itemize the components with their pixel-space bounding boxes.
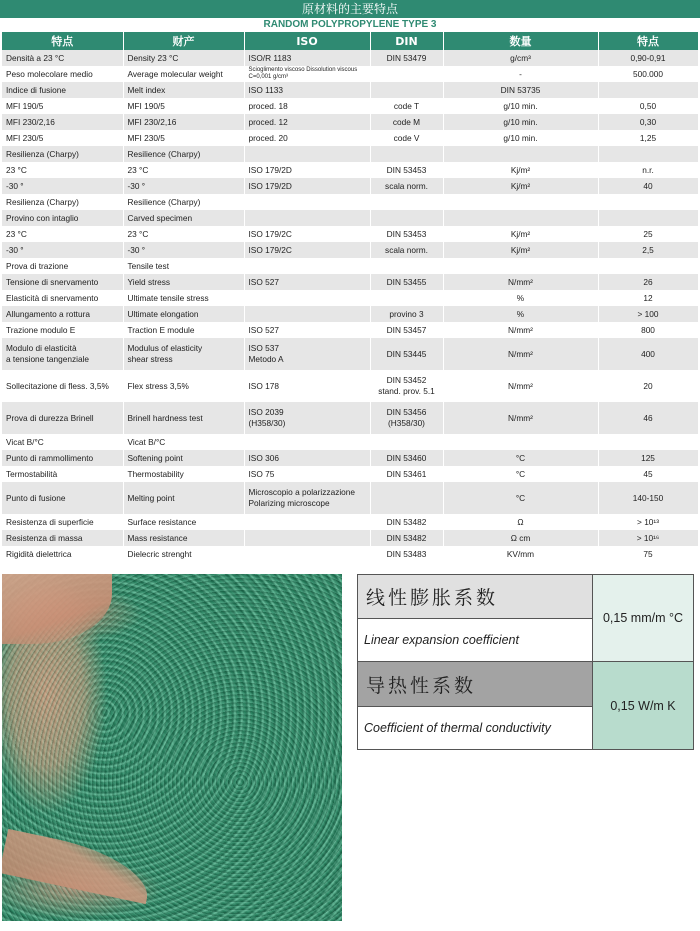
property-it-cell: MFI 230/2,16 <box>2 114 123 130</box>
din-standard-cell <box>370 290 443 306</box>
din-standard-cell: DIN 53482 <box>370 514 443 530</box>
property-it-cell: Peso molecolare medio <box>2 66 123 82</box>
unit-cell: °C <box>443 466 598 482</box>
value-cell <box>598 82 698 98</box>
column-header: 特点 <box>598 32 698 50</box>
table-row <box>2 50 698 66</box>
iso-standard-cell <box>244 306 370 322</box>
din-standard-cell: DIN 53461 <box>370 466 443 482</box>
property-en-cell: Tensile test <box>123 258 244 274</box>
property-en-cell: Dielecric strenght <box>123 546 244 562</box>
value-cell: 140-150 <box>598 482 698 514</box>
property-en-cell: Carved specimen <box>123 210 244 226</box>
column-header: 数量 <box>443 32 598 50</box>
table-row <box>2 274 698 290</box>
unit-cell <box>443 194 598 210</box>
table-row <box>2 146 698 162</box>
unit-cell <box>443 258 598 274</box>
iso-standard-cell <box>244 194 370 210</box>
property-it-cell: -30 ° <box>2 242 123 258</box>
iso-standard-cell <box>244 210 370 226</box>
value-cell <box>598 210 698 226</box>
property-en-cell: -30 ° <box>123 242 244 258</box>
property-en-cell: Melt index <box>123 82 244 98</box>
din-standard-cell: DIN 53483 <box>370 546 443 562</box>
value-cell: 500.000 <box>598 66 698 82</box>
property-it-cell: Resilienza (Charpy) <box>2 194 123 210</box>
property-it-cell: -30 ° <box>2 178 123 194</box>
linear-expansion-zh: 线性膨胀系数 <box>357 574 593 619</box>
property-it-cell: Vicat B/°C <box>2 434 123 450</box>
property-en-cell: Mass resistance <box>123 530 244 546</box>
property-it-cell: 23 °C <box>2 162 123 178</box>
iso-standard-cell: Microscopio a polarizzazione Polarizing microscope <box>244 482 370 514</box>
property-en-cell: Modulus of elasticity shear stress <box>123 338 244 370</box>
unit-cell: °C <box>443 482 598 514</box>
property-en-cell: Average molecular weight <box>123 66 244 82</box>
table-row <box>2 290 698 306</box>
value-cell: > 100 <box>598 306 698 322</box>
unit-cell: N/mm² <box>443 322 598 338</box>
table-row <box>2 98 698 114</box>
value-cell: 0,50 <box>598 98 698 114</box>
value-cell: 0,30 <box>598 114 698 130</box>
din-standard-cell: DIN 53479 <box>370 50 443 66</box>
thermal-conductivity-zh: 导热性系数 <box>357 662 593 707</box>
property-en-cell: Vicat B/°C <box>123 434 244 450</box>
iso-standard-cell: ISO 306 <box>244 450 370 466</box>
din-standard-cell <box>370 258 443 274</box>
table-row <box>2 450 698 466</box>
property-it-cell: Provino con intaglio <box>2 210 123 226</box>
property-en-cell: 23 °C <box>123 162 244 178</box>
iso-standard-cell <box>244 530 370 546</box>
property-it-cell: Prova di trazione <box>2 258 123 274</box>
value-cell: 46 <box>598 402 698 434</box>
page-subtitle: RANDOM POLYPROPYLENE TYPE 3 <box>263 19 437 30</box>
unit-cell: N/mm² <box>443 274 598 290</box>
value-cell: > 10¹³ <box>598 514 698 530</box>
property-it-cell: Trazione modulo E <box>2 322 123 338</box>
value-cell: 25 <box>598 226 698 242</box>
property-en-cell: Melting point <box>123 482 244 514</box>
value-cell <box>598 434 698 450</box>
iso-standard-cell: ISO/R 1183 <box>244 50 370 66</box>
value-cell: 0,90-0,91 <box>598 50 698 66</box>
linear-expansion-en: Linear expansion coefficient <box>357 619 593 662</box>
din-standard-cell: code T <box>370 98 443 114</box>
din-standard-cell: DIN 53452 stand. prov. 5.1 <box>370 370 443 402</box>
iso-standard-cell: proced. 12 <box>244 114 370 130</box>
unit-cell: g/10 min. <box>443 98 598 114</box>
table-row <box>2 546 698 562</box>
green-granules-photo <box>2 574 342 921</box>
property-en-cell: Resilience (Charpy) <box>123 194 244 210</box>
property-it-cell: Allungamento a rottura <box>2 306 123 322</box>
iso-standard-cell <box>244 434 370 450</box>
value-cell: n.r. <box>598 162 698 178</box>
iso-standard-cell: Scioglimento viscoso Dissolution viscous C=0,001 g/cm³ <box>244 66 370 82</box>
din-standard-cell: DIN 53457 <box>370 322 443 338</box>
unit-cell: Ω <box>443 514 598 530</box>
table-row <box>2 130 698 146</box>
property-en-cell: Ultimate elongation <box>123 306 244 322</box>
unit-cell: Kj/m² <box>443 178 598 194</box>
property-it-cell: Indice di fusione <box>2 82 123 98</box>
unit-cell: g/10 min. <box>443 130 598 146</box>
value-cell <box>598 194 698 210</box>
iso-standard-cell <box>244 146 370 162</box>
value-cell: 2,5 <box>598 242 698 258</box>
property-en-cell: Flex stress 3,5% <box>123 370 244 402</box>
iso-standard-cell: ISO 179/2D <box>244 162 370 178</box>
property-it-cell: Sollecitazione di fless. 3,5% <box>2 370 123 402</box>
unit-cell: g/10 min. <box>443 114 598 130</box>
iso-standard-cell: ISO 527 <box>244 322 370 338</box>
din-standard-cell <box>370 210 443 226</box>
unit-cell: N/mm² <box>443 370 598 402</box>
property-en-cell: Traction E module <box>123 322 244 338</box>
table-row <box>2 322 698 338</box>
din-standard-cell: DIN 53482 <box>370 530 443 546</box>
property-en-cell: Surface resistance <box>123 514 244 530</box>
din-standard-cell: code V <box>370 130 443 146</box>
iso-standard-cell <box>244 514 370 530</box>
property-it-cell: Tensione di snervamento <box>2 274 123 290</box>
din-standard-cell: code M <box>370 114 443 130</box>
unit-cell <box>443 434 598 450</box>
column-header: 财产 <box>123 32 244 50</box>
property-it-cell: Modulo di elasticità a tensione tangenziale <box>2 338 123 370</box>
din-standard-cell: DIN 53453 <box>370 226 443 242</box>
property-en-cell: MFI 230/5 <box>123 130 244 146</box>
table-row <box>2 514 698 530</box>
din-standard-cell: scala norm. <box>370 178 443 194</box>
property-it-cell: MFI 190/5 <box>2 98 123 114</box>
iso-standard-cell: ISO 179/2D <box>244 178 370 194</box>
table-row <box>2 210 698 226</box>
value-cell: 800 <box>598 322 698 338</box>
table-row <box>2 178 698 194</box>
property-it-cell: 23 °C <box>2 226 123 242</box>
table-row <box>2 482 698 514</box>
table-row <box>2 402 698 434</box>
value-cell: 1,25 <box>598 130 698 146</box>
property-en-cell: MFI 190/5 <box>123 98 244 114</box>
table-row <box>2 194 698 210</box>
din-standard-cell: provino 3 <box>370 306 443 322</box>
property-it-cell: Resistenza di superficie <box>2 514 123 530</box>
unit-cell: Kj/m² <box>443 226 598 242</box>
page-title: 原材料的主要特点 <box>301 2 398 16</box>
table-row <box>2 466 698 482</box>
unit-cell: - <box>443 66 598 82</box>
iso-standard-cell: proced. 18 <box>244 98 370 114</box>
table-row <box>2 226 698 242</box>
property-it-cell: Rigidità dielettrica <box>2 546 123 562</box>
value-cell: 12 <box>598 290 698 306</box>
unit-cell: Ω cm <box>443 530 598 546</box>
property-en-cell: 23 °C <box>123 226 244 242</box>
din-standard-cell <box>370 482 443 514</box>
iso-standard-cell: ISO 537 Metodo A <box>244 338 370 370</box>
iso-standard-cell: ISO 178 <box>244 370 370 402</box>
iso-standard-cell <box>244 258 370 274</box>
value-cell: > 10¹⁶ <box>598 530 698 546</box>
value-cell <box>598 258 698 274</box>
iso-standard-cell: proced. 20 <box>244 130 370 146</box>
table-row <box>2 114 698 130</box>
din-standard-cell <box>370 194 443 210</box>
unit-cell <box>443 210 598 226</box>
table-row <box>2 258 698 274</box>
table-header-row <box>2 32 698 50</box>
value-cell: 125 <box>598 450 698 466</box>
column-header: DIN <box>370 32 443 50</box>
table-row <box>2 338 698 370</box>
table-row <box>2 434 698 450</box>
property-it-cell: MFI 230/5 <box>2 130 123 146</box>
din-standard-cell: DIN 53453 <box>370 162 443 178</box>
iso-standard-cell: ISO 75 <box>244 466 370 482</box>
property-it-cell: Termostabilità <box>2 466 123 482</box>
table-row <box>2 162 698 178</box>
din-standard-cell: DIN 53455 <box>370 274 443 290</box>
property-it-cell: Punto di rammollimento <box>2 450 123 466</box>
value-cell <box>598 146 698 162</box>
coefficients-panel <box>357 574 694 750</box>
din-standard-cell <box>370 146 443 162</box>
property-en-cell: Resilience (Charpy) <box>123 146 244 162</box>
unit-cell: % <box>443 290 598 306</box>
value-cell: 20 <box>598 370 698 402</box>
din-standard-cell: scala norm. <box>370 242 443 258</box>
unit-cell: % <box>443 306 598 322</box>
thermal-conductivity-value: 0,15 W/m K <box>593 662 694 750</box>
property-en-cell: Brinell hardness test <box>123 402 244 434</box>
value-cell: 45 <box>598 466 698 482</box>
table-row <box>2 306 698 322</box>
column-header: 特点 <box>2 32 123 50</box>
property-en-cell: Thermostability <box>123 466 244 482</box>
property-it-cell: Densità a 23 °C <box>2 50 123 66</box>
iso-standard-cell: ISO 2039 (H358/30) <box>244 402 370 434</box>
table-row <box>2 530 698 546</box>
linear-expansion-value: 0,15 mm/m °C <box>593 574 694 662</box>
din-standard-cell <box>370 66 443 82</box>
property-en-cell: Yield stress <box>123 274 244 290</box>
property-en-cell: -30 ° <box>123 178 244 194</box>
properties-table <box>2 32 699 562</box>
property-it-cell: Resilienza (Charpy) <box>2 146 123 162</box>
din-standard-cell: DIN 53460 <box>370 450 443 466</box>
property-it-cell: Resistenza di massa <box>2 530 123 546</box>
property-it-cell: Prova di durezza Brinell <box>2 402 123 434</box>
iso-standard-cell: ISO 527 <box>244 274 370 290</box>
iso-standard-cell: ISO 1133 <box>244 82 370 98</box>
din-standard-cell <box>370 434 443 450</box>
unit-cell: °C <box>443 450 598 466</box>
value-cell: 40 <box>598 178 698 194</box>
property-en-cell: MFI 230/2,16 <box>123 114 244 130</box>
property-it-cell: Elasticità di snervamento <box>2 290 123 306</box>
value-cell: 75 <box>598 546 698 562</box>
unit-cell: N/mm² <box>443 402 598 434</box>
table-row <box>2 242 698 258</box>
title-bar <box>0 0 700 18</box>
table-row <box>2 82 698 98</box>
iso-standard-cell <box>244 290 370 306</box>
unit-cell: DIN 53735 <box>443 82 598 98</box>
property-en-cell: Ultimate tensile stress <box>123 290 244 306</box>
table-row <box>2 66 698 82</box>
din-standard-cell <box>370 82 443 98</box>
unit-cell: KV/mm <box>443 546 598 562</box>
unit-cell: g/cm³ <box>443 50 598 66</box>
column-header: ISO <box>244 32 370 50</box>
thermal-conductivity-en: Coefficient of thermal conductivity <box>357 707 593 750</box>
iso-standard-cell <box>244 546 370 562</box>
din-standard-cell: DIN 53456 (H358/30) <box>370 402 443 434</box>
unit-cell <box>443 146 598 162</box>
unit-cell: N/mm² <box>443 338 598 370</box>
unit-cell: Kj/m² <box>443 162 598 178</box>
value-cell: 26 <box>598 274 698 290</box>
table-row <box>2 370 698 402</box>
iso-standard-cell: ISO 179/2C <box>244 226 370 242</box>
din-standard-cell: DIN 53445 <box>370 338 443 370</box>
unit-cell: Kj/m² <box>443 242 598 258</box>
value-cell: 400 <box>598 338 698 370</box>
iso-standard-cell: ISO 179/2C <box>244 242 370 258</box>
property-it-cell: Punto di fusione <box>2 482 123 514</box>
property-en-cell: Density 23 °C <box>123 50 244 66</box>
property-en-cell: Softening point <box>123 450 244 466</box>
